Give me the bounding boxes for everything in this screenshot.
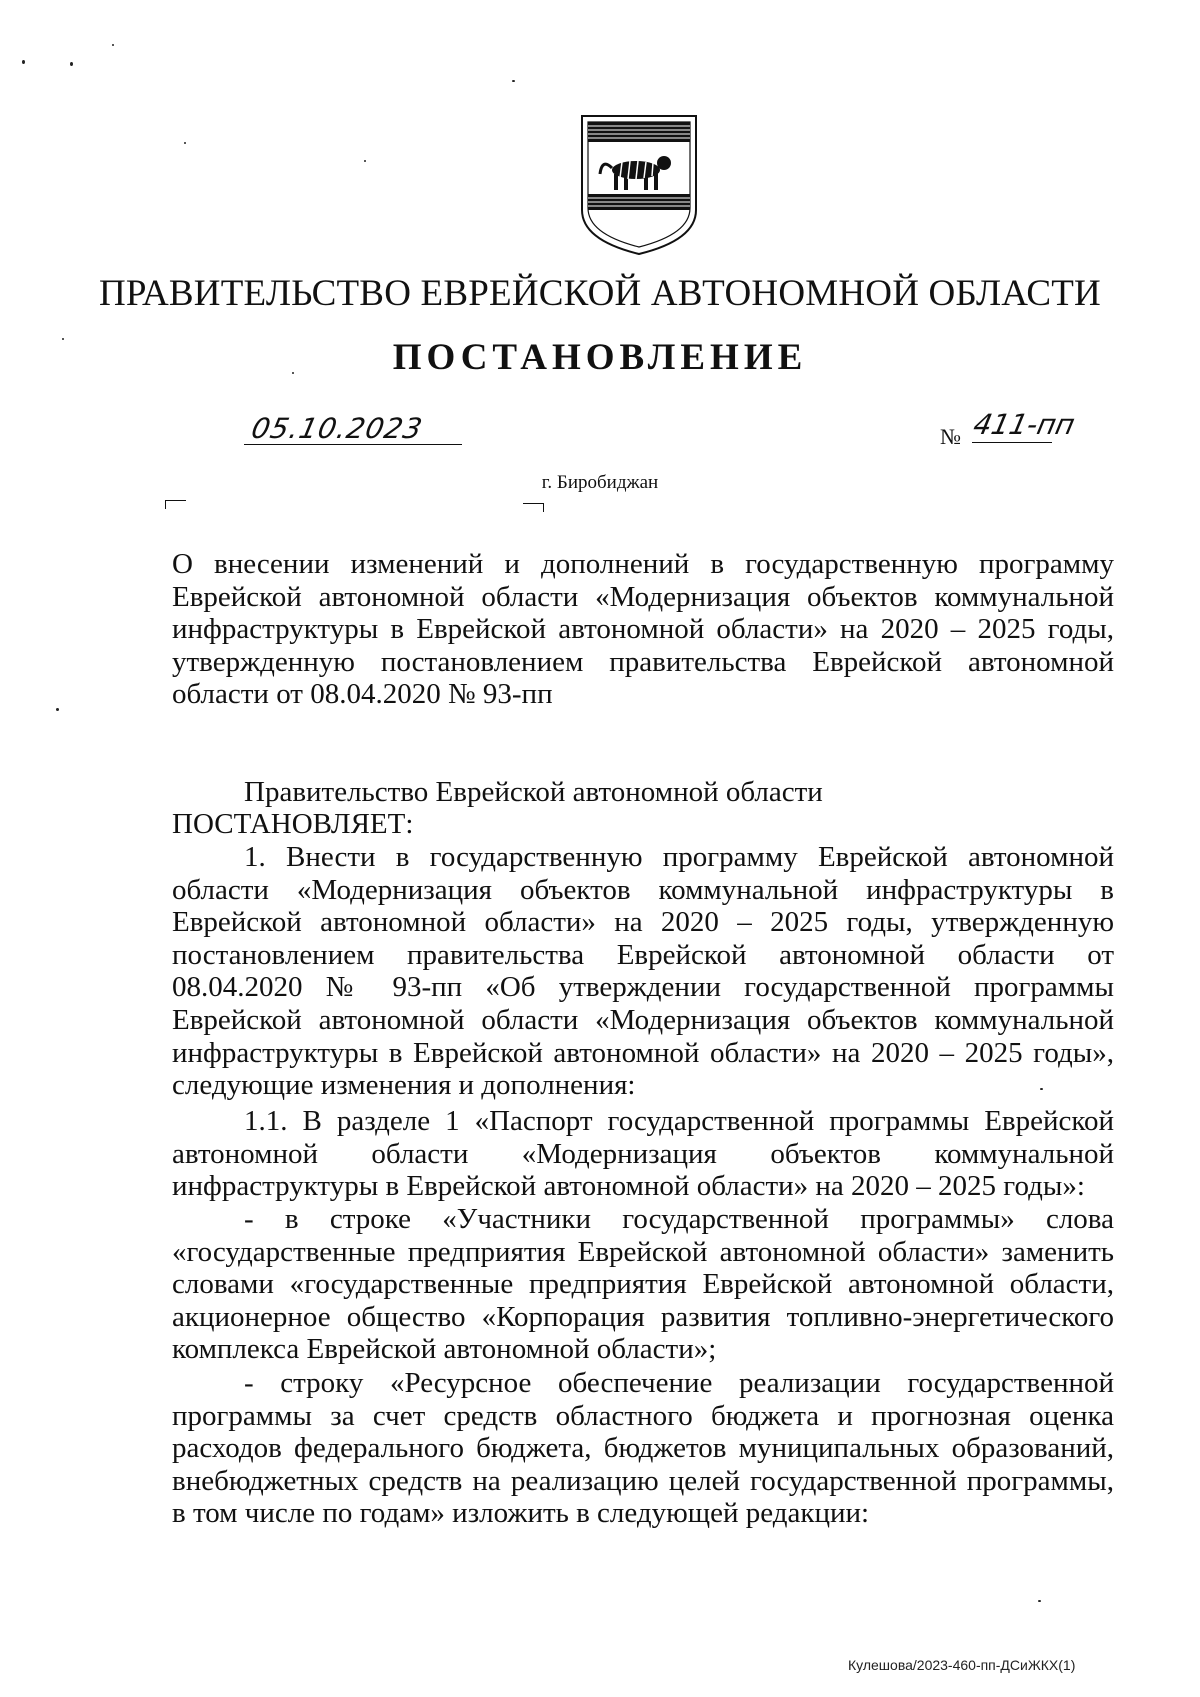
government-preamble: Правительство Еврейской автономной области: [244, 776, 823, 808]
scan-speck: [56, 708, 59, 711]
scan-speck: [1038, 1600, 1041, 1602]
coat-of-arms-tiger-icon: [578, 112, 700, 258]
scan-speck: [184, 142, 186, 144]
handwritten-date: 05.10.2023: [248, 412, 426, 445]
clause-1: 1. Внести в государственную программу Еврейской автономной области «Модернизация объектов коммунальной инфраструктуры в Еврейской автономной области» на 2020 – 2025 годы, утвержденную постановлением правительства Еврейской автономной области от 08.04.2020 № 93-пп «Об утверждении государственной программы Еврейской автономной области «Модернизация объектов коммунальной инфраструктуры в Еврейской автономной области» на 2020 – 2025 годы», следующие изменения и дополнения:: [172, 841, 1114, 1102]
resolves-heading: ПОСТАНОВЛЯЕТ:: [172, 808, 414, 840]
scan-speck: [22, 60, 25, 64]
number-underline: [970, 408, 1078, 443]
subject-corner-right: [523, 503, 544, 512]
subject-corner-left: [165, 500, 186, 509]
scan-speck: [512, 80, 515, 82]
number-field: [940, 408, 1090, 449]
clause-1-1: 1.1. В разделе 1 «Паспорт государственной программы Еврейской автономной области «Модернизация объектов коммунальной инфраструктуры в Еврейской автономной области» на 2020 – 2025 годы»:: [172, 1105, 1114, 1203]
document-subject: О внесении изменений и дополнений в государственную программу Еврейской автономной области «Модернизация объектов коммунальной инфраструктуры в Еврейской автономной области» на 2020 – 2025 годы, утвержденную постановлением правительства Еврейской автономной области от 08.04.2020 № 93-пп: [172, 548, 1114, 711]
document-type-title: ПОСТАНОВЛЕНИЕ: [392, 337, 808, 378]
handwritten-number: 411-пп: [970, 408, 1078, 441]
government-title: ПРАВИТЕЛЬСТВО ЕВРЕЙСКОЙ АВТОНОМНОЙ ОБЛАСТИ: [99, 273, 1101, 314]
number-sign: №: [940, 424, 961, 449]
scan-speck: [1040, 1088, 1043, 1090]
scan-speck: [62, 338, 64, 340]
clause-1-1-dash-2: - строку «Ресурсное обеспечение реализации государственной программы за счет средств областного бюджета и прогнозная оценка расходов федерального бюджета, бюджетов муниципальных образований, внебюджетных средств на реализацию целей государственной программы, в том числе по годам» изложить в следующей редакции:: [172, 1367, 1114, 1530]
date-field: [244, 412, 462, 445]
city-name: г. Биробиджан: [541, 472, 659, 493]
scan-speck: [292, 372, 294, 374]
scan-speck: [70, 62, 73, 66]
document-footer-code: Кулешова/2023-460-пп-ДСиЖКХ(1): [848, 1657, 1076, 1673]
scan-speck: [112, 44, 114, 46]
scan-speck: [364, 160, 366, 162]
clause-1-1-dash-1: - в строке «Участники государственной программы» слова «государственные предприятия Еврейской автономной области» заменить словами «государственные предприятия Еврейской автономной области, акционерное общество «Корпорация развития топливно-энергетического комплекса Еврейской автономной области»;: [172, 1203, 1114, 1366]
